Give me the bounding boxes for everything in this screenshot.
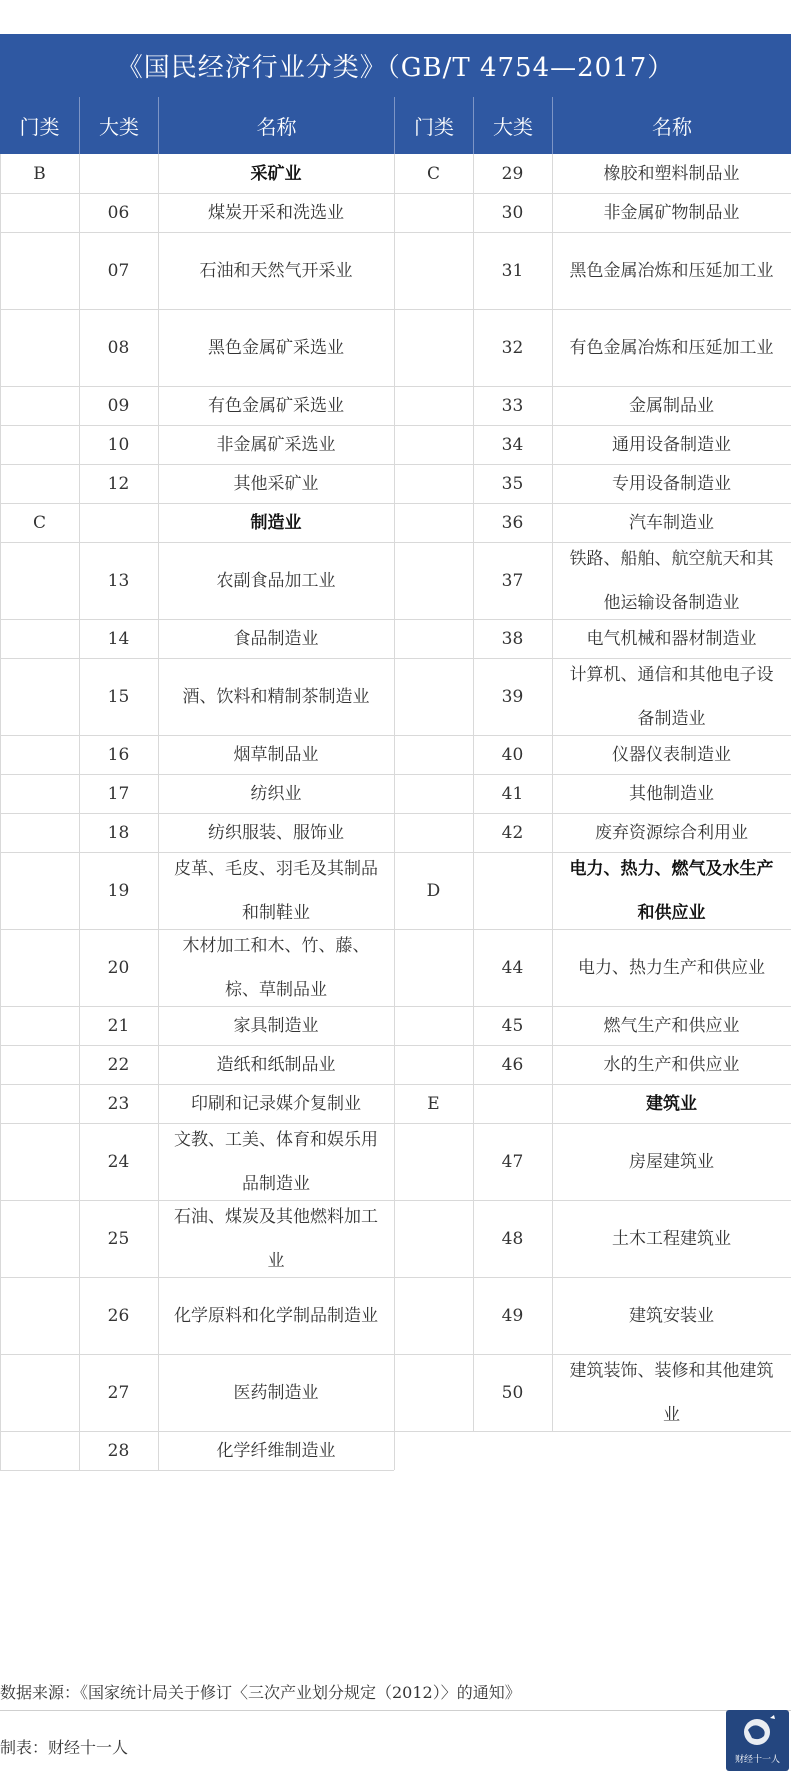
right-cell-menlei: C (426, 163, 440, 184)
right-cell-menlei (394, 1354, 473, 1431)
left-cell-dalei: 21 (107, 1015, 130, 1036)
left-cell-dalei: 17 (107, 783, 130, 804)
right-cell-menlei (394, 1045, 473, 1084)
left-cell-dalei: 27 (107, 1382, 130, 1403)
right-cell-name: 其他制造业 (629, 783, 714, 804)
right-cell-name: 通用设备制造业 (612, 434, 731, 455)
left-cell-dalei (79, 503, 158, 542)
column-divider (552, 154, 553, 1431)
left-cell-name: 化学原料和化学制品制造业 (174, 1305, 378, 1326)
right-cell-menlei (394, 1006, 473, 1045)
left-cell-dalei: 06 (107, 202, 130, 223)
right-cell-name: 黑色金属冶炼和压延加工业 (569, 260, 774, 281)
right-cell-dalei: 44 (501, 957, 524, 978)
left-cell-name: 纺织服装、服饰业 (208, 822, 344, 843)
left-cell-name: 造纸和纸制品业 (216, 1054, 336, 1075)
right-cell-menlei (394, 619, 473, 658)
header-dalei-left: 大类 (79, 97, 158, 154)
left-cell-dalei: 22 (107, 1054, 130, 1075)
right-cell-name: 电力、热力、燃气及水生产和供应业 (569, 858, 774, 923)
right-cell-dalei: 48 (501, 1228, 524, 1249)
left-cell-menlei (0, 774, 79, 813)
left-cell-dalei: 23 (107, 1093, 130, 1114)
left-cell-menlei (0, 1431, 79, 1470)
left-cell-menlei: B (33, 163, 46, 184)
left-cell-dalei: 16 (107, 744, 130, 765)
right-cell-name: 汽车制造业 (629, 512, 714, 533)
right-cell-dalei: 45 (501, 1015, 524, 1036)
header-dalei-right: 大类 (473, 97, 552, 154)
right-cell-dalei: 47 (501, 1151, 524, 1172)
right-cell-name: 建筑业 (646, 1093, 697, 1114)
header-menlei-left: 门类 (0, 97, 79, 154)
right-cell-dalei: 34 (501, 434, 524, 455)
left-cell-menlei (0, 1277, 79, 1354)
left-cell-dalei: 14 (107, 628, 130, 649)
left-cell-menlei (0, 813, 79, 852)
left-cell-dalei: 09 (107, 395, 130, 416)
right-cell-menlei: D (426, 880, 441, 901)
left-cell-dalei: 08 (107, 337, 130, 358)
right-cell-name: 非金属矿物制品业 (603, 202, 740, 223)
left-cell-name: 有色金属矿采选业 (208, 395, 344, 416)
right-cell-dalei: 33 (501, 395, 524, 416)
right-cell-dalei: 29 (501, 163, 524, 184)
right-cell-dalei: 41 (501, 783, 524, 804)
left-cell-name: 化学纤维制造业 (216, 1440, 336, 1461)
footer-divider (0, 1710, 791, 1711)
left-cell-dalei: 15 (107, 686, 130, 707)
right-cell-dalei: 42 (501, 822, 524, 843)
right-cell-name: 建筑安装业 (629, 1305, 714, 1326)
logo (726, 1710, 789, 1771)
right-cell-dalei (473, 1084, 552, 1123)
left-cell-menlei (0, 852, 79, 929)
right-cell-menlei: E (427, 1093, 440, 1114)
right-cell-menlei (394, 542, 473, 619)
column-divider (394, 154, 395, 1431)
table-title: 《国民经济行业分类》（GB/T 4754—2017） (0, 34, 791, 97)
right-cell-menlei (394, 929, 473, 1006)
right-cell-dalei: 32 (501, 337, 524, 358)
right-cell-menlei (394, 774, 473, 813)
left-cell-menlei (0, 735, 79, 774)
right-cell-name: 有色金属冶炼和压延加工业 (569, 337, 774, 358)
left-cell-menlei (0, 386, 79, 425)
right-cell-dalei: 37 (501, 570, 524, 591)
left-cell-name: 印刷和记录媒介复制业 (191, 1093, 361, 1114)
right-cell-name: 废弃资源综合利用业 (595, 822, 748, 843)
left-cell-menlei (0, 1354, 79, 1431)
right-cell-dalei: 39 (501, 686, 524, 707)
left-cell-menlei (0, 193, 79, 232)
right-cell-menlei (394, 309, 473, 386)
right-cell-name: 燃气生产和供应业 (603, 1015, 740, 1036)
left-cell-name: 石油、煤炭及其他燃料加工业 (174, 1206, 378, 1271)
left-cell-dalei: 13 (107, 570, 130, 591)
left-cell-name: 文教、工美、体育和娱乐用品制造业 (174, 1129, 378, 1194)
right-cell-name: 土木工程建筑业 (612, 1228, 731, 1249)
left-cell-dalei: 28 (107, 1440, 130, 1461)
left-cell-menlei (0, 658, 79, 735)
right-cell-name: 电力、热力生产和供应业 (578, 957, 765, 978)
left-cell-dalei: 20 (107, 957, 130, 978)
left-cell-name: 医药制造业 (233, 1382, 319, 1403)
right-cell-menlei (394, 503, 473, 542)
left-cell-dalei: 07 (107, 260, 130, 281)
left-cell-menlei (0, 425, 79, 464)
left-cell-menlei (0, 1084, 79, 1123)
left-cell-menlei: C (32, 512, 46, 533)
right-cell-menlei (394, 425, 473, 464)
left-cell-dalei: 24 (107, 1151, 130, 1172)
header-name-left: 名称 (158, 97, 394, 154)
column-divider (79, 154, 80, 1470)
left-cell-name: 石油和天然气开采业 (199, 260, 353, 281)
logo-text: 财经十一人 (734, 1755, 780, 1765)
left-cell-name: 采矿业 (250, 163, 302, 184)
left-cell-name: 烟草制品业 (233, 744, 319, 765)
right-cell-menlei (394, 1123, 473, 1200)
right-cell-dalei: 50 (501, 1382, 524, 1403)
right-cell-menlei (394, 193, 473, 232)
right-cell-dalei: 30 (501, 202, 524, 223)
right-cell-name: 仪器仪表制造业 (612, 744, 731, 765)
right-cell-dalei: 38 (501, 628, 524, 649)
data-source: 数据来源：《国家统计局关于修订〈三次产业划分规定（2012）〉的通知》 (0, 1683, 521, 1702)
right-cell-menlei (394, 735, 473, 774)
left-cell-menlei (0, 309, 79, 386)
left-cell-name: 木材加工和木、竹、藤、棕、草制品业 (182, 935, 370, 1000)
right-cell-menlei (394, 658, 473, 735)
left-cell-name: 家具制造业 (233, 1015, 319, 1036)
right-cell-name: 金属制品业 (629, 395, 714, 416)
right-cell-name: 水的生产和供应业 (603, 1054, 740, 1075)
column-divider (158, 154, 159, 1470)
left-cell-name: 食品制造业 (233, 628, 319, 649)
left-cell-name: 煤炭开采和洗选业 (208, 202, 344, 223)
right-cell-menlei (394, 813, 473, 852)
table-maker: 制表：财经十一人 (0, 1738, 129, 1757)
left-cell-menlei (0, 1123, 79, 1200)
right-cell-dalei: 46 (501, 1054, 524, 1075)
left-cell-menlei (0, 1200, 79, 1277)
right-cell-name: 建筑装饰、装修和其他建筑业 (569, 1360, 774, 1425)
right-cell-name: 计算机、通信和其他电子设备制造业 (569, 664, 774, 729)
right-cell-name: 电气机械和器材制造业 (586, 628, 757, 649)
left-cell-menlei (0, 929, 79, 1006)
left-cell-menlei (0, 232, 79, 309)
right-cell-name: 房屋建筑业 (629, 1151, 714, 1172)
left-cell-name: 制造业 (250, 512, 302, 533)
left-cell-name: 黑色金属矿采选业 (208, 337, 344, 358)
left-cell-dalei: 25 (107, 1228, 130, 1249)
left-cell-menlei (0, 542, 79, 619)
header-name-right: 名称 (552, 97, 791, 154)
column-divider (473, 154, 474, 1431)
right-cell-dalei: 35 (501, 473, 524, 494)
left-cell-name: 皮革、毛皮、羽毛及其制品和制鞋业 (174, 858, 378, 923)
left-cell-name: 农副食品加工业 (216, 570, 336, 591)
right-cell-menlei (394, 464, 473, 503)
left-cell-dalei: 12 (107, 473, 130, 494)
left-cell-menlei (0, 619, 79, 658)
right-cell-menlei (394, 1200, 473, 1277)
column-divider (0, 154, 1, 1470)
left-cell-menlei (0, 1045, 79, 1084)
left-cell-dalei: 26 (107, 1305, 130, 1326)
left-cell-name: 酒、饮料和精制茶制造业 (182, 686, 370, 707)
left-cell-name: 纺织业 (250, 783, 302, 804)
left-cell-dalei: 10 (107, 434, 130, 455)
right-cell-dalei (473, 852, 552, 929)
header-menlei-right: 门类 (394, 97, 473, 154)
left-cell-dalei: 18 (107, 822, 130, 843)
left-cell-name: 非金属矿采选业 (216, 434, 336, 455)
right-cell-menlei (394, 232, 473, 309)
right-cell-menlei (394, 386, 473, 425)
row-divider (394, 1431, 791, 1432)
left-cell-menlei (0, 464, 79, 503)
left-cell-menlei (0, 1006, 79, 1045)
globe-icon (726, 1710, 789, 1752)
right-cell-dalei: 40 (501, 744, 524, 765)
left-cell-name: 其他采矿业 (233, 473, 319, 494)
right-cell-dalei: 49 (501, 1305, 524, 1326)
right-cell-menlei (394, 1277, 473, 1354)
right-cell-name: 专用设备制造业 (612, 473, 731, 494)
right-cell-name: 橡胶和塑料制品业 (603, 163, 740, 184)
left-cell-dalei: 19 (107, 880, 130, 901)
row-divider (0, 1470, 394, 1471)
right-cell-dalei: 36 (501, 512, 524, 533)
left-cell-dalei (79, 154, 158, 193)
right-cell-name: 铁路、船舶、航空航天和其他运输设备制造业 (569, 548, 774, 613)
right-cell-dalei: 31 (501, 260, 524, 281)
